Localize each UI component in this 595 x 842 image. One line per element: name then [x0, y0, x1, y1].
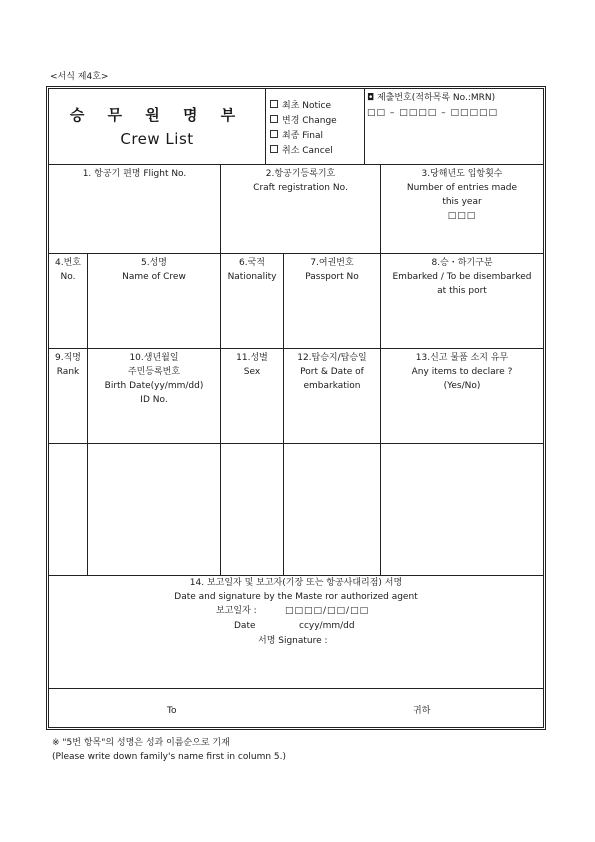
registration-header: 2.항공기등록기호 Craft registration No. — [253, 169, 348, 193]
option-notice[interactable]: 최초 Notice — [270, 99, 331, 113]
embarkation-port-header: 12.탑승지/탑승일 Port & Date of embarkation — [297, 353, 367, 391]
submission-number-field[interactable]: □□ – □□□□ – □□□□□ — [367, 108, 498, 118]
divider — [265, 89, 266, 164]
birth-date-header: 10.생년월일 주민등록번호 Birth Date(yy/mm/dd) ID No. — [104, 353, 204, 405]
form-number-label: <서식 제4호> — [50, 72, 109, 82]
to-label: To — [167, 706, 177, 716]
divider — [87, 253, 88, 575]
option-change[interactable]: 변경 Change — [270, 114, 337, 128]
note-korean: ※ "5번 항목"의 성명은 성과 이름순으로 기재 — [52, 738, 230, 748]
embarkation-status-header: 8.승・하기구분 Embarked / To be disembarked at this port — [392, 258, 532, 296]
checkbox-icon[interactable] — [270, 100, 278, 108]
report-date-field[interactable]: □□□□/□□/□□ — [285, 606, 370, 616]
passport-header: 7.여권번호 Passport No — [305, 258, 359, 282]
date-format: ccyy/mm/dd — [299, 621, 355, 631]
title-korean: 승 무 원 명 부 — [69, 106, 245, 124]
divider — [49, 348, 543, 349]
divider — [364, 89, 365, 164]
divider — [220, 253, 221, 575]
sex-header: 11.성별 Sex — [236, 353, 268, 377]
report-date-label: 보고일자 : — [216, 606, 257, 616]
number-header: 4.번호 No. — [55, 258, 81, 282]
divider — [49, 253, 543, 254]
title-english: Crew List — [120, 130, 194, 148]
divider — [49, 164, 543, 165]
divider — [49, 688, 543, 689]
divider — [380, 253, 381, 575]
signature-label: 서명 Signature : — [258, 636, 328, 646]
form-title — [49, 104, 265, 148]
note-english: (Please write down family's name first in column 5.) — [52, 752, 286, 762]
checkbox-icon[interactable] — [270, 130, 278, 138]
option-cancel[interactable]: 취소 Cancel — [270, 144, 333, 158]
rank-header: 9.직명 Rank — [55, 353, 81, 377]
report-section — [49, 576, 543, 604]
entries-header: 3.당해년도 입항횟수 Number of entries made this year □□□ — [381, 167, 543, 223]
nationality-header: 6.국적 Nationality — [227, 258, 277, 282]
checkbox-icon[interactable] — [270, 145, 278, 153]
date-label: Date — [234, 621, 256, 631]
submission-number-label: ◘ 제출번호(적하목록 No.:MRN) — [367, 93, 496, 103]
divider — [49, 443, 543, 444]
flight-no-header: 1. 항공기 편명 Flight No. — [82, 169, 187, 179]
honorific-label: 귀하 — [413, 706, 431, 716]
crew-name-header: 5.성명 Name of Crew — [122, 258, 186, 282]
entries-boxes[interactable]: □□□ — [447, 211, 477, 221]
divider — [283, 253, 284, 575]
checkbox-icon[interactable] — [270, 115, 278, 123]
declare-items-header: 13.신고 물품 소지 유무 Any items to declare ? (Yes/No) — [411, 353, 513, 391]
option-final[interactable]: 최종 Final — [270, 129, 323, 143]
report-heading-english: Date and signature by the Maste ror authorized agent — [174, 592, 418, 602]
report-heading: 14. 보고일자 및 보고자(기장 또는 항공사대리점) 서명 — [189, 578, 403, 588]
